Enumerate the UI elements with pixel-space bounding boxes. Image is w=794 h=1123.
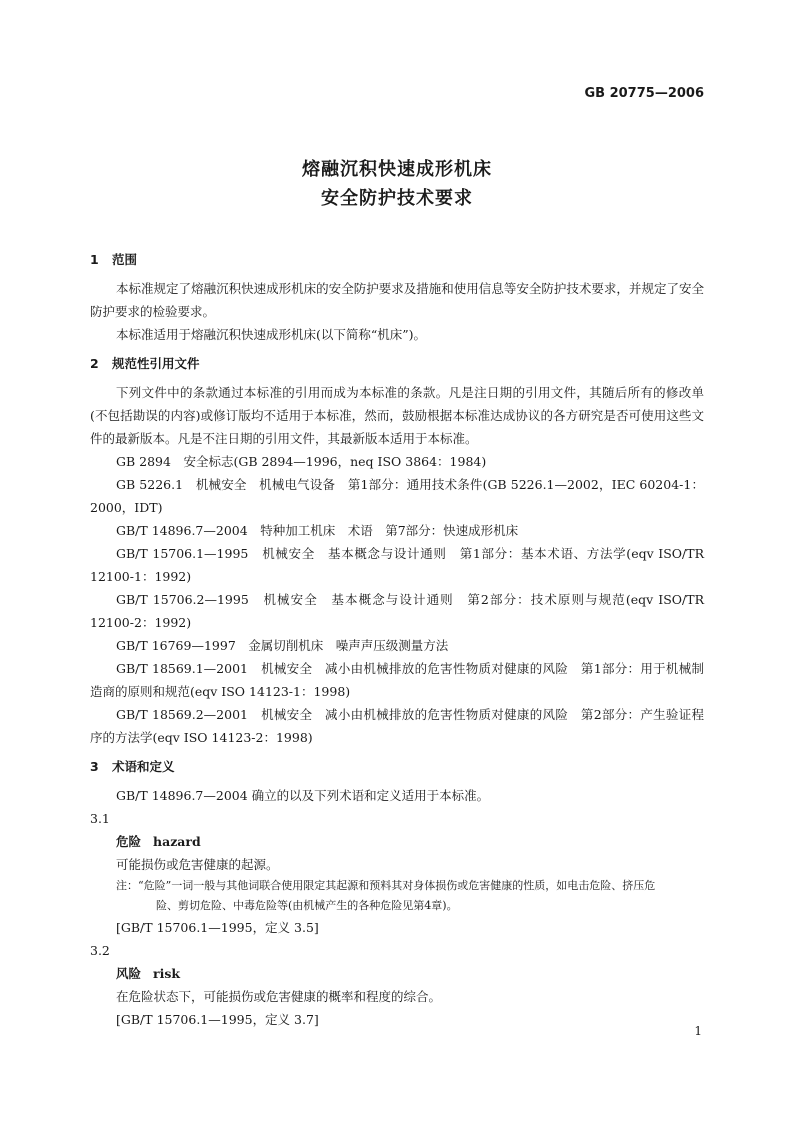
document-body (90, 248, 704, 1031)
section-number: 3 (90, 759, 99, 774)
paragraph: 本标准适用于熔融沉积快速成形机床(以下简称“机床”)。 (116, 327, 427, 342)
reference-item: GB/T 15706.1—1995 机械安全 基本概念与设计通则 第1部分：基本术语、方法学(eqv ISO/TR 12100-1：1992) (90, 546, 704, 584)
reference-item: GB 5226.1 机械安全 机械电气设备 第1部分：通用技术条件(GB 5226.1—2002，IEC 60204-1：2000，IDT) (90, 477, 704, 515)
paragraph: 下列文件中的条款通过本标准的引用而成为本标准的条款。凡是注日期的引用文件，其随后所有的修改单(不包括勘误的内容)或修订版均不适用于本标准，然而，鼓励根据本标准达成协议的各方研究是否可使用这些文件的最新版本。凡是不注日期的引用文件，其最新版本适用于本标准。 (90, 385, 704, 446)
term-source: [GB/T 15706.1—1995，定义 3.7] (116, 1012, 319, 1027)
term-number: 3.2 (90, 943, 110, 958)
term-number: 3.1 (90, 811, 110, 826)
term-chinese: 危险 (116, 834, 142, 849)
page-number: 1 (694, 1024, 702, 1038)
section-title: 规范性引用文件 (112, 356, 200, 371)
term-english: risk (153, 966, 181, 981)
term-chinese: 风险 (116, 966, 142, 981)
section-number: 2 (90, 356, 99, 371)
term-source: [GB/T 15706.1—1995，定义 3.5] (116, 920, 319, 935)
section-heading-references (90, 352, 704, 375)
reference-item: GB/T 18569.1—2001 机械安全 减小由机械排放的危害性物质对健康的风险 第1部分：用于机械制造商的原则和规范(eqv ISO 14123-1：1998) (90, 661, 704, 699)
term-heading (90, 962, 704, 985)
reference-item: GB/T 16769—1997 金属切削机床 噪声声压级测量方法 (116, 638, 449, 653)
section-heading-scope (90, 248, 704, 271)
reference-item: GB/T 15706.2—1995 机械安全 基本概念与设计通则 第2部分：技术原则与规范(eqv ISO/TR 12100-2：1992) (90, 592, 704, 630)
document-title-line2: 安全防护技术要求 (321, 188, 473, 209)
paragraph: 本标准规定了熔融沉积快速成形机床的安全防护要求及措施和使用信息等安全防护技术要求，并规定了安全防护要求的检验要求。 (90, 281, 704, 319)
reference-item: GB/T 18569.2—2001 机械安全 减小由机械排放的危害性物质对健康的风险 第2部分：产生验证程序的方法学(eqv ISO 14123-2：1998) (90, 707, 704, 745)
term-heading (90, 830, 704, 853)
section-title: 范围 (112, 252, 138, 267)
section-number: 1 (90, 252, 99, 267)
paragraph: GB/T 14896.7—2004 确立的以及下列术语和定义适用于本标准。 (116, 788, 490, 803)
section-title: 术语和定义 (112, 759, 175, 774)
term-definition: 可能损伤或危害健康的起源。 (116, 857, 279, 872)
section-heading-terms (90, 755, 704, 778)
note-line-continued: 险、剪切危险、中毒危险等(由机械产生的各种危险见第4章)。 (156, 899, 458, 912)
standard-code: GB 20775—2006 (584, 86, 704, 101)
reference-item: GB/T 14896.7—2004 特种加工机床 术语 第7部分：快速成形机床 (116, 523, 519, 538)
reference-item: GB 2894 安全标志(GB 2894—1996，neq ISO 3864：1984) (116, 454, 487, 469)
term-note (90, 876, 704, 916)
term-english: hazard (153, 834, 201, 849)
note-line: 注：“危险”一词一般与其他词联合使用限定其起源和预料其对身体损伤或危害健康的性质，如电击危险、挤压危 (116, 879, 656, 892)
term-definition: 在危险状态下，可能损伤或危害健康的概率和程度的综合。 (116, 989, 442, 1004)
document-title-line1: 熔融沉积快速成形机床 (302, 159, 492, 180)
